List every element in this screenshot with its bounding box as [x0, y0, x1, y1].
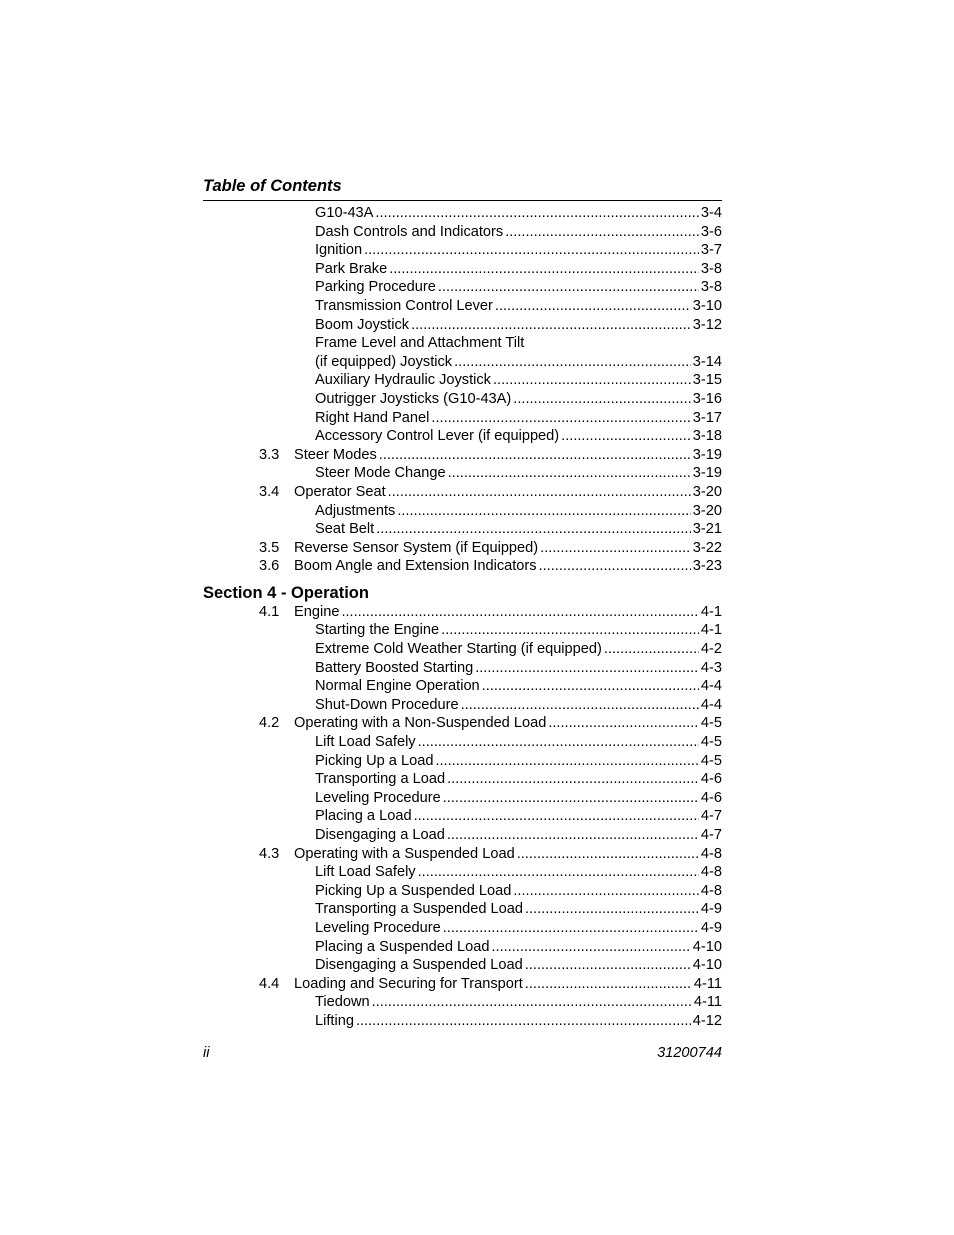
toc-entry-title: Picking Up a Suspended Load [315, 882, 512, 899]
toc-entry[interactable] [203, 733, 722, 752]
toc-entry-page: 3-23 [692, 558, 722, 575]
toc-entry[interactable] [203, 640, 722, 659]
toc-entry[interactable] [203, 603, 722, 622]
footer-page-number: ii [203, 1045, 210, 1061]
toc-leader-dots [475, 659, 699, 678]
toc-entry-title: Leveling Procedure [315, 919, 441, 936]
toc-entry-number: 4.1 [259, 603, 280, 620]
toc-entry-title: Operator Seat [294, 483, 386, 500]
toc-entry-page: 4-9 [700, 919, 722, 936]
toc-leader-dots [356, 1012, 691, 1031]
toc-entry[interactable] [203, 659, 722, 678]
toc-entry-page: 4-6 [700, 771, 722, 788]
toc-entry-page: 3-8 [700, 279, 722, 296]
toc-entry[interactable] [203, 863, 722, 882]
toc-entry-page: 4-5 [700, 715, 722, 732]
toc-entry[interactable] [203, 316, 722, 335]
toc-entry[interactable] [203, 752, 722, 771]
toc-entry-title: Disengaging a Suspended Load [315, 957, 523, 974]
toc-leader-dots [414, 807, 699, 826]
toc-entry[interactable] [203, 334, 722, 353]
toc-entry-title: Picking Up a Load [315, 752, 434, 769]
toc-entry-page: 4-11 [693, 994, 722, 1011]
toc-entry-title: Boom Joystick [315, 316, 410, 333]
toc-leader-dots [517, 845, 699, 864]
toc-leader-dots [493, 371, 691, 390]
page-header-title: Table of Contents [203, 176, 722, 201]
toc-entry[interactable] [203, 409, 722, 428]
toc-leader-dots [454, 353, 691, 372]
toc-leader-dots [505, 223, 699, 242]
toc-entry[interactable] [203, 204, 722, 223]
toc-entry[interactable] [203, 993, 722, 1012]
toc-entry[interactable] [203, 260, 722, 279]
toc-entry-title: Parking Procedure [315, 279, 436, 296]
toc-leader-dots [604, 640, 699, 659]
toc-entry[interactable] [203, 789, 722, 808]
toc-entry-title: Seat Belt [315, 521, 375, 538]
toc-entry-page: 3-22 [692, 539, 722, 556]
toc-entry-title: Reverse Sensor System (if Equipped) [294, 539, 539, 556]
toc-leader-dots [411, 316, 691, 335]
toc-leader-dots [491, 938, 690, 957]
toc-entry[interactable] [203, 278, 722, 297]
toc-entry[interactable] [203, 223, 722, 242]
toc-entry-page: 4-2 [700, 641, 722, 658]
toc-entry-page: 4-8 [700, 845, 722, 862]
toc-entry-page: 3-18 [692, 428, 722, 445]
toc-leader-dots [539, 557, 691, 576]
toc-entry[interactable] [203, 677, 722, 696]
toc-leader-dots [548, 714, 699, 733]
toc-entry[interactable] [203, 807, 722, 826]
toc-entry[interactable] [203, 520, 722, 539]
toc-entry[interactable] [203, 464, 722, 483]
toc-entry[interactable] [203, 557, 722, 576]
toc-entry-page: 4-4 [700, 696, 722, 713]
toc-entry-page: 3-10 [692, 297, 722, 314]
toc-entry-page: 4-1 [700, 603, 722, 620]
toc-entry-title: Operating with a Suspended Load [294, 845, 515, 862]
toc-entry[interactable] [203, 297, 722, 316]
toc-entry[interactable] [203, 371, 722, 390]
toc-entry[interactable] [203, 826, 722, 845]
toc-leader-dots [447, 770, 699, 789]
toc-leader-dots [525, 900, 699, 919]
toc-leader-dots [438, 278, 699, 297]
toc-entry-title: Engine [294, 603, 340, 620]
toc-leader-dots [431, 409, 690, 428]
toc-leader-dots [448, 464, 691, 483]
toc-entry-title: Disengaging a Load [315, 827, 445, 843]
toc-entry[interactable] [203, 353, 722, 372]
toc-entry-number: 4.2 [259, 715, 280, 732]
toc-entry-title: Normal Engine Operation [315, 678, 480, 695]
toc-leader-dots [441, 621, 699, 640]
toc-leader-dots [461, 696, 699, 715]
toc-entry-title: Outrigger Joysticks (G10-43A) [315, 390, 512, 407]
toc-entry[interactable] [203, 770, 722, 789]
toc-entry-title: Transporting a Load [315, 771, 446, 788]
toc-entry-page: 3-19 [692, 446, 722, 463]
toc-leader-dots [540, 539, 691, 558]
toc-entry[interactable] [203, 938, 722, 957]
toc-entry-title: Frame Level and Attachment Tilt [315, 335, 525, 352]
toc-entry-title: Dash Controls and Indicators [315, 223, 504, 240]
toc-entry-number: 4.4 [259, 975, 280, 992]
toc-entry-page: 4-9 [700, 901, 722, 918]
toc-entry-page: 4-5 [700, 734, 722, 751]
toc-entry-title: Adjustments [315, 502, 396, 519]
toc-entry-page: 4-7 [700, 827, 722, 843]
toc-entry-title: Transmission Control Lever [315, 297, 493, 314]
toc-entry-title: Auxiliary Hydraulic Joystick [315, 372, 491, 389]
toc-entry-number: 3.4 [259, 483, 280, 500]
toc-leader-dots [447, 826, 699, 845]
toc-entry[interactable] [203, 919, 722, 938]
toc-leader-dots [375, 204, 698, 223]
toc-section-heading: Section 4 - Operation [203, 583, 369, 602]
toc-leader-dots [388, 483, 691, 502]
toc-entry[interactable] [203, 882, 722, 901]
toc-entry-page: 3-4 [700, 205, 722, 221]
toc-entry-title: G10-43A [315, 205, 374, 221]
toc-entry-title: Transporting a Suspended Load [315, 901, 523, 918]
toc-entry[interactable] [203, 845, 722, 864]
toc-leader-dots [372, 993, 692, 1012]
toc-entry-page: 4-8 [700, 864, 722, 881]
toc-leader-dots [376, 520, 691, 539]
toc-entry-title: Lift Load Safely [315, 864, 416, 881]
toc-entry-title: Extreme Cold Weather Starting (if equipped) [315, 641, 602, 658]
toc-entry-title: Accessory Control Lever (if equipped) [315, 428, 560, 445]
toc-entry-page: 4-8 [700, 882, 722, 899]
toc-leader-dots [341, 603, 698, 622]
toc-entry-page: 3-20 [692, 483, 722, 500]
toc-entry-title: Boom Angle and Extension Indicators [294, 558, 537, 575]
toc-entry[interactable] [203, 502, 722, 521]
toc-entry-title: Battery Boosted Starting [315, 659, 474, 676]
toc-entry-page: 3-16 [692, 390, 722, 407]
toc-entry[interactable] [203, 241, 722, 260]
toc-leader-dots [418, 733, 699, 752]
toc-entry[interactable] [203, 621, 722, 640]
toc-entry-title: Steer Modes [294, 446, 377, 463]
toc-entry-page: 3-7 [700, 242, 722, 259]
toc-entry[interactable] [203, 714, 722, 733]
toc-entry-title: Operating with a Non-Suspended Load [294, 715, 547, 732]
toc-entry-number: 3.5 [259, 539, 280, 556]
toc-entry-page: 4-4 [700, 678, 722, 695]
toc-entry[interactable] [203, 900, 722, 919]
toc-entry[interactable] [203, 483, 722, 502]
toc-entry-page: 3-20 [692, 502, 722, 519]
toc-leader-dots [389, 260, 699, 279]
toc-entry-page: 4-5 [700, 752, 722, 769]
toc-leader-dots [561, 427, 691, 446]
toc-leader-dots [364, 241, 699, 260]
toc-entry-page: 3-19 [692, 465, 722, 482]
toc-entry-title: Park Brake [315, 260, 388, 277]
toc-entry-page: 3-15 [692, 372, 722, 389]
toc-entry[interactable] [203, 427, 722, 446]
toc-entry[interactable] [203, 975, 722, 994]
toc-entry[interactable] [203, 696, 722, 715]
footer-document-number: 31200744 [657, 1045, 722, 1061]
toc-entry-page: 4-6 [700, 789, 722, 806]
toc-entry-page: 3-17 [692, 409, 722, 426]
toc-entry-title: Lift Load Safely [315, 734, 416, 751]
toc-entry-title: Steer Mode Change [315, 465, 446, 482]
toc-entry[interactable] [203, 1012, 722, 1031]
toc-entry-title: Right Hand Panel [315, 409, 430, 426]
toc-leader-dots [495, 297, 691, 316]
toc-entry-page: 4-12 [692, 1012, 722, 1029]
toc-leader-dots [443, 919, 699, 938]
toc-entry-page: 3-8 [700, 260, 722, 277]
toc-leader-dots [379, 446, 691, 465]
toc-entry-title: Loading and Securing for Transport [294, 975, 523, 992]
toc-entry-title: (if equipped) Joystick [315, 353, 453, 370]
toc-entry-title: Placing a Load [315, 808, 412, 825]
toc-entry-title: Tiedown [315, 994, 370, 1011]
toc-entry-number: 4.3 [259, 845, 280, 862]
toc-entry-page: 3-6 [700, 223, 722, 240]
toc-leader-dots [513, 390, 691, 409]
toc-entry-title: Shut-Down Procedure [315, 696, 459, 713]
toc-entry-number: 3.3 [259, 446, 280, 463]
toc-leader-dots [418, 863, 699, 882]
toc-entry-page: 4-1 [700, 622, 722, 639]
toc-leader-dots [525, 975, 692, 994]
toc-entry-page: 3-14 [692, 353, 722, 370]
page-footer [203, 1045, 722, 1061]
toc-entry-title: Starting the Engine [315, 622, 440, 639]
toc-entry[interactable] [203, 539, 722, 558]
toc-entry-page: 4-7 [700, 808, 722, 825]
toc-entry-title: Lifting [315, 1012, 354, 1029]
toc-entry-page: 3-12 [692, 316, 722, 333]
toc-entry-page: 4-3 [700, 659, 722, 676]
toc-leader-dots [482, 677, 699, 696]
toc-entry-title: Placing a Suspended Load [315, 938, 490, 955]
toc-entry-page: 4-10 [692, 938, 722, 955]
toc-leader-dots [443, 789, 699, 808]
toc-entry-number: 3.6 [259, 558, 280, 575]
toc-entry-page: 4-11 [693, 975, 722, 992]
toc-entry-page: 3-21 [692, 521, 722, 538]
toc-leader-dots [397, 502, 690, 521]
toc-leader-dots [435, 752, 698, 771]
toc-leader-dots [525, 956, 691, 975]
toc-entry-title: Leveling Procedure [315, 789, 441, 806]
toc-entry-title: Ignition [315, 242, 363, 259]
toc-entry[interactable] [203, 956, 722, 975]
toc-entry-page: 4-10 [692, 957, 722, 974]
table-of-contents [203, 204, 722, 1031]
toc-leader-dots [513, 882, 699, 901]
toc-entry[interactable] [203, 390, 722, 409]
toc-entry[interactable] [203, 446, 722, 465]
